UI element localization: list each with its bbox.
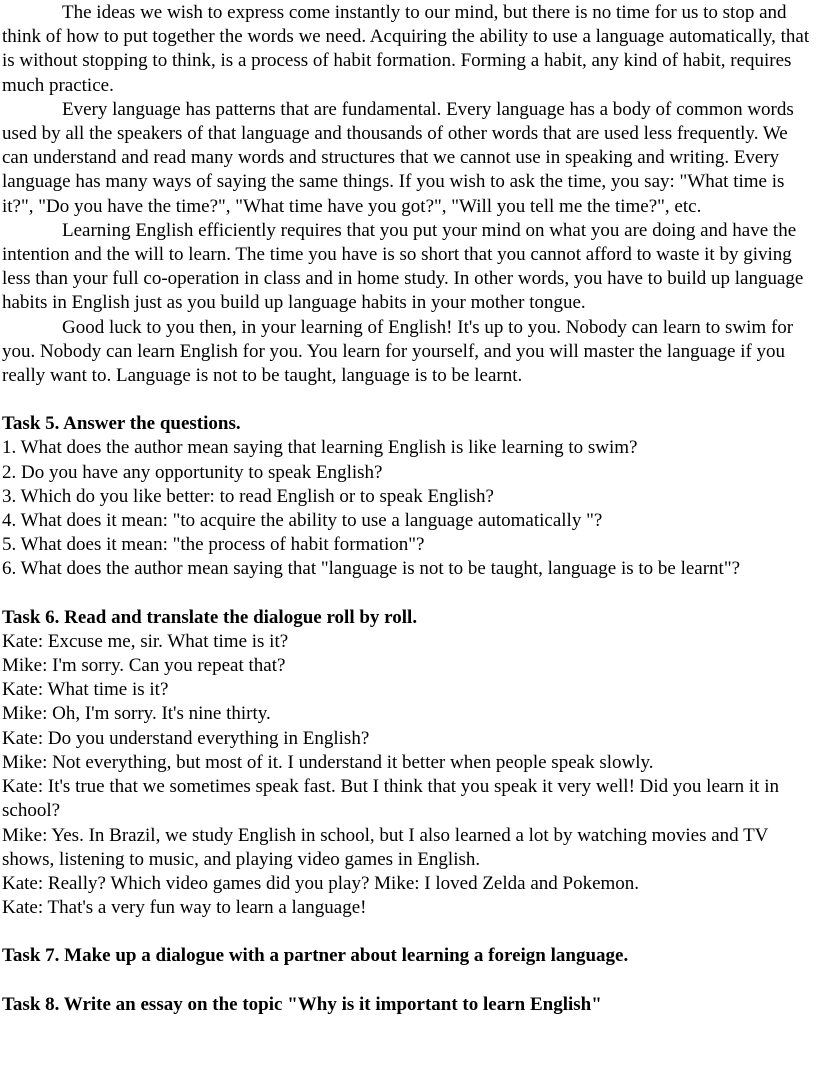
dialogue-line: Mike: I'm sorry. Can you repeat that? [2, 655, 286, 677]
question-item: 2. Do you have any opportunity to speak English? [2, 461, 383, 483]
paragraph-learning-efficiently: Learning English efficiently requires that you put your mind on what you are doing and have the intention and the will to learn. The time you have is so short that you cannot afford to waste it by giving less than your full co-operation in class and in home study. In other words, you have to build up language habits in English just as you build up language habits in your mother tongue. [2, 219, 804, 314]
task-7-section [2, 944, 812, 968]
dialogue-line: Mike: Oh, I'm sorry. It's nine thirty. [2, 703, 271, 725]
task-5-section [2, 412, 812, 581]
spacer [2, 920, 812, 944]
task-6-section [2, 606, 812, 921]
paragraph-good-luck: Good luck to you then, in your learning of English! It's up to you. Nobody can learn to swim for you. Nobody can learn English for you. You learn for yourself, and you will master the language if you really want to. Language is not to be taught, language is to be learnt. [2, 316, 794, 387]
question-item: 3. Which do you like better: to read English or to speak English? [2, 485, 494, 507]
dialogue-line: Kate: Do you understand everything in English? [2, 727, 370, 749]
question-item: 1. What does the author mean saying that learning English is like learning to swim? [2, 437, 638, 459]
dialogue-line: Kate: Excuse me, sir. What time is it? [2, 630, 289, 652]
task-7-heading: Task 7. Make up a dialogue with a partner about learning a foreign language. [2, 945, 629, 967]
dialogue-line: Kate: Really? Which video games did you play? Mike: I loved Zelda and Pokemon. [2, 872, 640, 894]
task-5-heading: Task 5. Answer the questions. [2, 413, 241, 435]
spacer [2, 969, 812, 993]
task-8-section [2, 993, 812, 1017]
spacer [2, 388, 812, 412]
paragraph-language-patterns: Every language has patterns that are fundamental. Every language has a body of common words used by all the speakers of that language and thousands of other words that are used less frequently. We can understand and read many words and structures that we cannot use in speaking and writing. Every language has many ways of saying the same things. If you wish to ask the time, you say: "What time is it?", "Do you have the time?", "What time have you got?", "Will you tell me the time?", etc. [2, 98, 794, 217]
question-item: 4. What does it mean: "to acquire the ability to use a language automatically "? [2, 510, 603, 532]
dialogue-line: Mike: Not everything, but most of it. I understand it better when people speak slowly. [2, 751, 654, 773]
dialogue-line: Kate: It's true that we sometimes speak fast. But I think that you speak it very well! Did you learn it in school? [2, 776, 779, 822]
dialogue-line: Kate: What time is it? [2, 679, 169, 701]
spacer [2, 582, 812, 606]
task-8-heading: Task 8. Write an essay on the topic "Why is it important to learn English" [2, 993, 602, 1015]
paragraph-habit-formation: The ideas we wish to express come instantly to our mind, but there is no time for us to stop and think of how to put together the words we need. Acquiring the ability to use a language automatically, that is without stopping to think, is a process of habit formation. Forming a habit, any kind of habit, requires much practice. [2, 2, 810, 96]
question-item: 5. What does it mean: "the process of habit formation"? [2, 534, 425, 556]
task-6-heading: Task 6. Read and translate the dialogue roll by roll. [2, 606, 418, 628]
dialogue-line: Mike: Yes. In Brazil, we study English in school, but I also learned a lot by watching movies and TV shows, listening to music, and playing video games in English. [2, 824, 769, 870]
dialogue-line: Kate: That's a very fun way to learn a language! [2, 897, 367, 919]
question-item: 6. What does the author mean saying that "language is not to be taught, language is to be learnt"? [2, 558, 741, 580]
